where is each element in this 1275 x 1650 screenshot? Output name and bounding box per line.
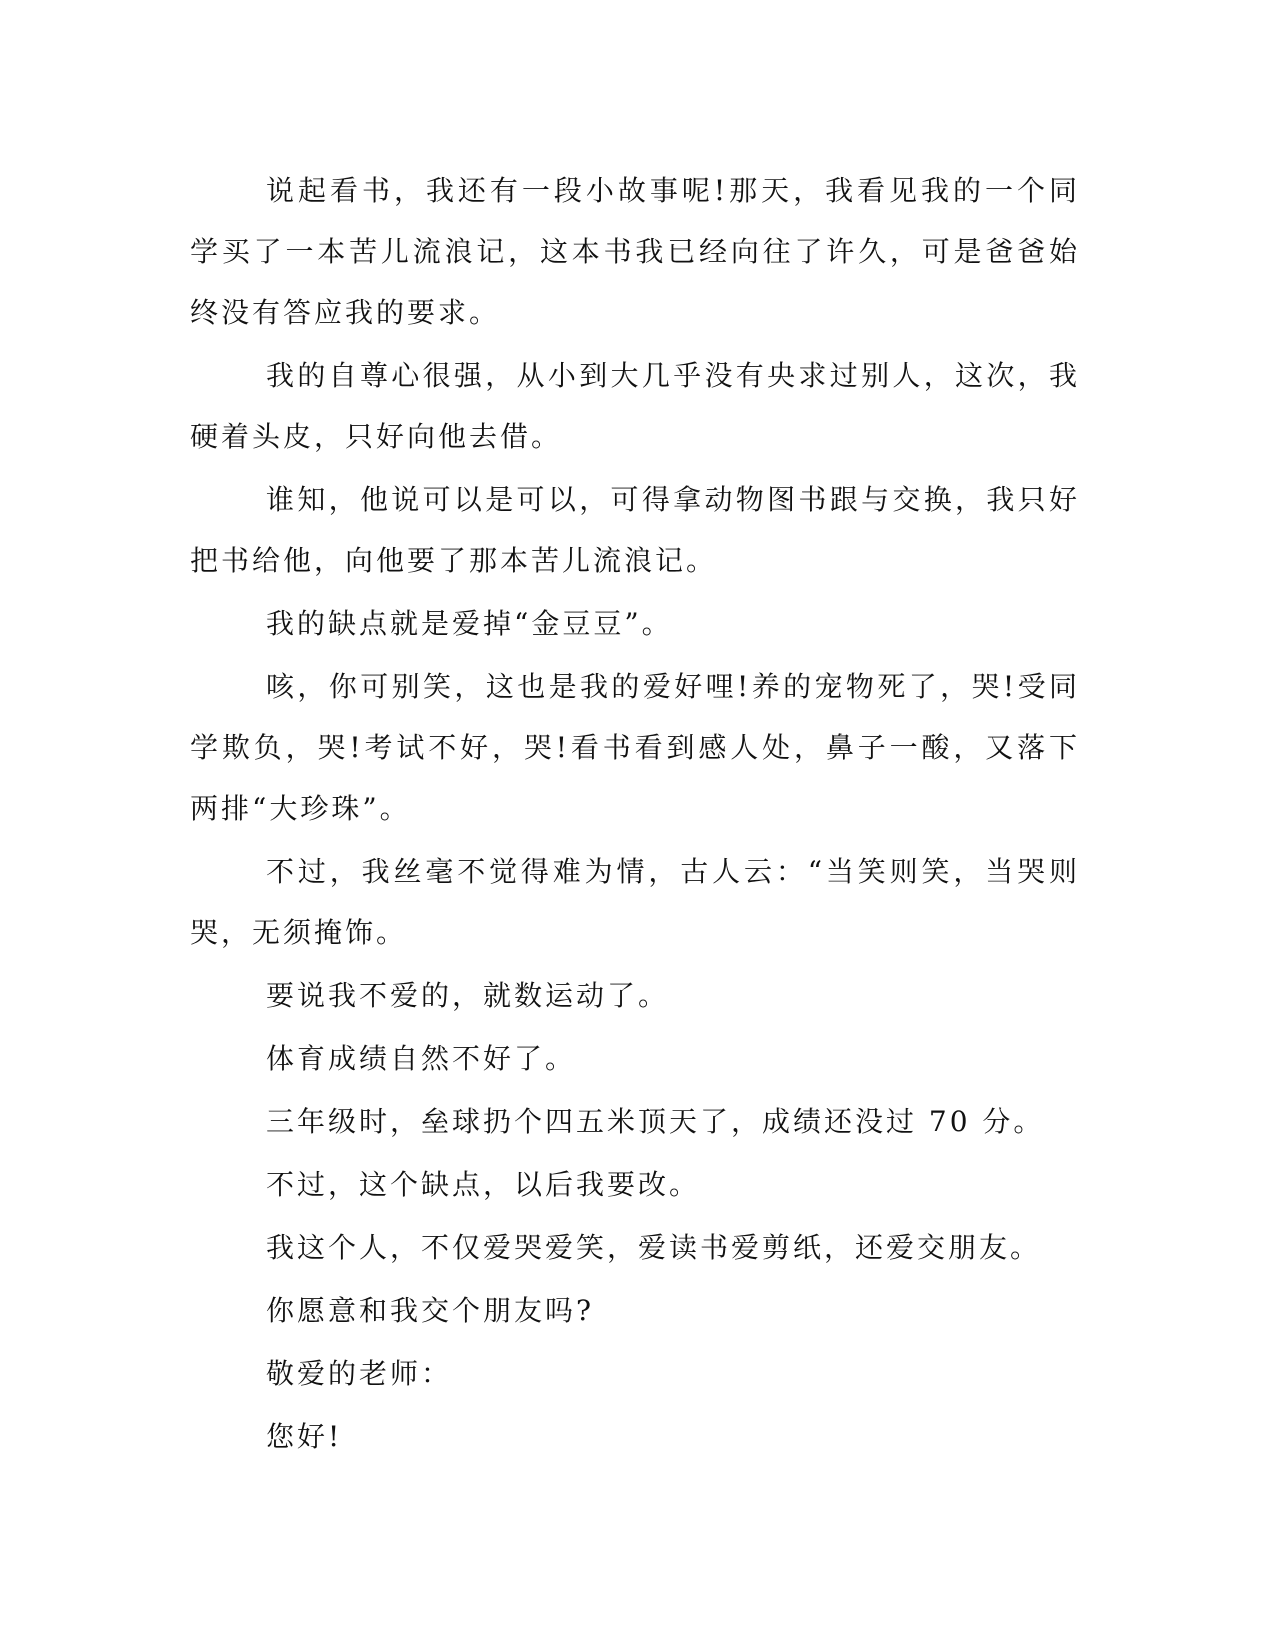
- paragraph: 要说我不爱的，就数运动了。: [266, 979, 670, 1012]
- paragraph: 谁知，他说可以是可以，可得拿动物图书跟与交换，我只好把书给他，向他要了那本苦儿流浪记。: [190, 483, 1080, 577]
- paragraph: 敬爱的老师：: [266, 1357, 453, 1390]
- paragraph: 你愿意和我交个朋友吗?: [266, 1294, 595, 1327]
- paragraph: 说起看书，我还有一段小故事呢!那天，我看见我的一个同学买了一本苦儿流浪记，这本书我已经向往了许久，可是爸爸始终没有答应我的要求。: [190, 174, 1080, 329]
- paragraph: 我的缺点就是爱掉“金豆豆”。: [266, 607, 673, 640]
- paragraph: 不过，我丝毫不觉得难为情，古人云：“当笑则笑，当哭则哭，无须掩饰。: [190, 855, 1080, 949]
- paragraph: 三年级时，垒球扔个四五米顶天了，成绩还没过 70 分。: [266, 1105, 1045, 1138]
- paragraph: 咳，你可别笑，这也是我的爱好哩!养的宠物死了，哭!受同学欺负，哭!考试不好，哭!看书看到感人处，鼻子一酸，又落下两排“大珍珠”。: [190, 670, 1080, 825]
- paragraph: 我的自尊心很强，从小到大几乎没有央求过别人，这次，我硬着头皮，只好向他去借。: [190, 359, 1080, 453]
- document-body: [190, 160, 1080, 1469]
- paragraph: 不过，这个缺点，以后我要改。: [266, 1168, 701, 1201]
- paragraph: 体育成绩自然不好了。: [266, 1042, 577, 1075]
- paragraph: 您好!: [266, 1420, 343, 1453]
- paragraph: 我这个人，不仅爱哭爱笑，爱读书爱剪纸，还爱交朋友。: [266, 1231, 1042, 1264]
